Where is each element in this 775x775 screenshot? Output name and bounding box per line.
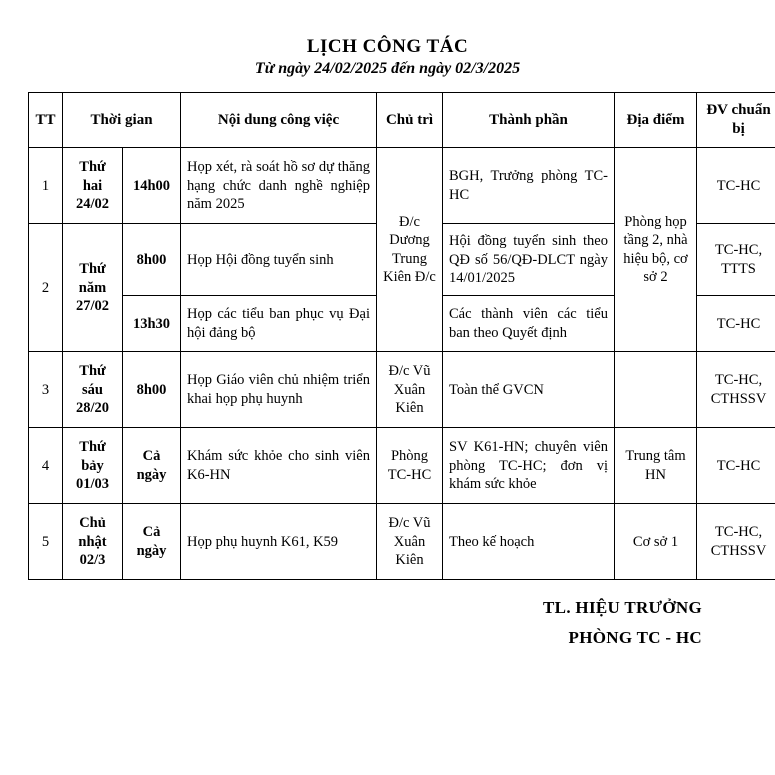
cell-participants: Toàn thể GVCN: [443, 352, 615, 428]
cell-content: Họp xét, rà soát hồ sơ dự thăng hạng chức danh nghề nghiệp năm 2025: [181, 148, 377, 224]
cell-chair: Phòng TC-HC: [377, 428, 443, 504]
table-header-row: [29, 93, 775, 148]
cell-unit: TC-HC, CTHSSV: [697, 504, 775, 580]
cell-day: Thứ bảy 01/03: [63, 428, 123, 504]
cell-hour: 13h30: [123, 296, 181, 352]
cell-day: Thứ năm 27/02: [63, 224, 123, 352]
header-unit: ĐV chuẩn bị: [697, 93, 775, 148]
cell-participants: BGH, Trưởng phòng TC-HC: [443, 148, 615, 224]
cell-unit: TC-HC: [697, 296, 775, 352]
cell-day: Chủ nhật 02/3: [63, 504, 123, 580]
cell-content: Họp phụ huynh K61, K59: [181, 504, 377, 580]
cell-participants: SV K61-HN; chuyên viên phòng TC-HC; đơn vị khám sức khỏe: [443, 428, 615, 504]
page-subtitle: Từ ngày 24/02/2025 đến ngày 02/3/2025: [254, 60, 521, 77]
cell-participants: Hội đồng tuyển sinh theo QĐ số 56/QĐ-DLCT ngày 14/01/2025: [443, 224, 615, 296]
cell-unit: TC-HC, CTHSSV: [697, 352, 775, 428]
schedule-table: [28, 92, 775, 580]
table-row: [29, 428, 775, 504]
cell-tt: 2: [29, 224, 63, 352]
cell-content: Họp các tiểu ban phục vụ Đại hội đảng bộ: [181, 296, 377, 352]
page-title: LỊCH CÔNG TÁC: [306, 36, 469, 57]
cell-chair: Đ/c Dương Trung Kiên Đ/c: [377, 148, 443, 352]
cell-day: Thứ hai 24/02: [63, 148, 123, 224]
cell-tt: 5: [29, 504, 63, 580]
cell-day: Thứ sáu 28/20: [63, 352, 123, 428]
cell-content: Họp Giáo viên chủ nhiệm triển khai họp phụ huynh: [181, 352, 377, 428]
header-chair: Chủ trì: [377, 93, 443, 148]
cell-place: Phòng họp tầng 2, nhà hiệu bộ, cơ sở 2: [615, 148, 697, 352]
cell-unit: TC-HC, TTTS: [697, 224, 775, 296]
header-participants: Thành phần: [443, 93, 615, 148]
cell-hour: Cả ngày: [123, 504, 181, 580]
cell-hour: 14h00: [123, 148, 181, 224]
cell-chair: Đ/c Vũ Xuân Kiên: [377, 352, 443, 428]
header-place: Địa điểm: [615, 93, 697, 148]
cell-tt: 1: [29, 148, 63, 224]
header-content: Nội dung công việc: [181, 93, 377, 148]
signature-line-2: PHÒNG TC - HC: [568, 628, 702, 648]
header-tt: TT: [29, 93, 63, 148]
cell-hour: 8h00: [123, 224, 181, 296]
signature-block: [28, 598, 748, 648]
table-row: [29, 148, 775, 224]
cell-hour: Cả ngày: [123, 428, 181, 504]
table-row: [29, 504, 775, 580]
cell-tt: 4: [29, 428, 63, 504]
cell-place: Cơ sở 1: [615, 504, 697, 580]
cell-unit: TC-HC: [697, 148, 775, 224]
signature-line-1: TL. HIỆU TRƯỞNG: [543, 598, 702, 618]
header-time: Thời gian: [63, 93, 181, 148]
cell-content: Họp Hội đồng tuyển sinh: [181, 224, 377, 296]
cell-place: Trung tâm HN: [615, 428, 697, 504]
cell-content: Khám sức khỏe cho sinh viên K6-HN: [181, 428, 377, 504]
cell-participants: Các thành viên các tiểu ban theo Quyết định: [443, 296, 615, 352]
cell-tt: 3: [29, 352, 63, 428]
cell-place: [615, 352, 697, 428]
cell-participants: Theo kế hoạch: [443, 504, 615, 580]
table-row: [29, 352, 775, 428]
cell-chair: Đ/c Vũ Xuân Kiên: [377, 504, 443, 580]
cell-hour: 8h00: [123, 352, 181, 428]
cell-unit: TC-HC: [697, 428, 775, 504]
